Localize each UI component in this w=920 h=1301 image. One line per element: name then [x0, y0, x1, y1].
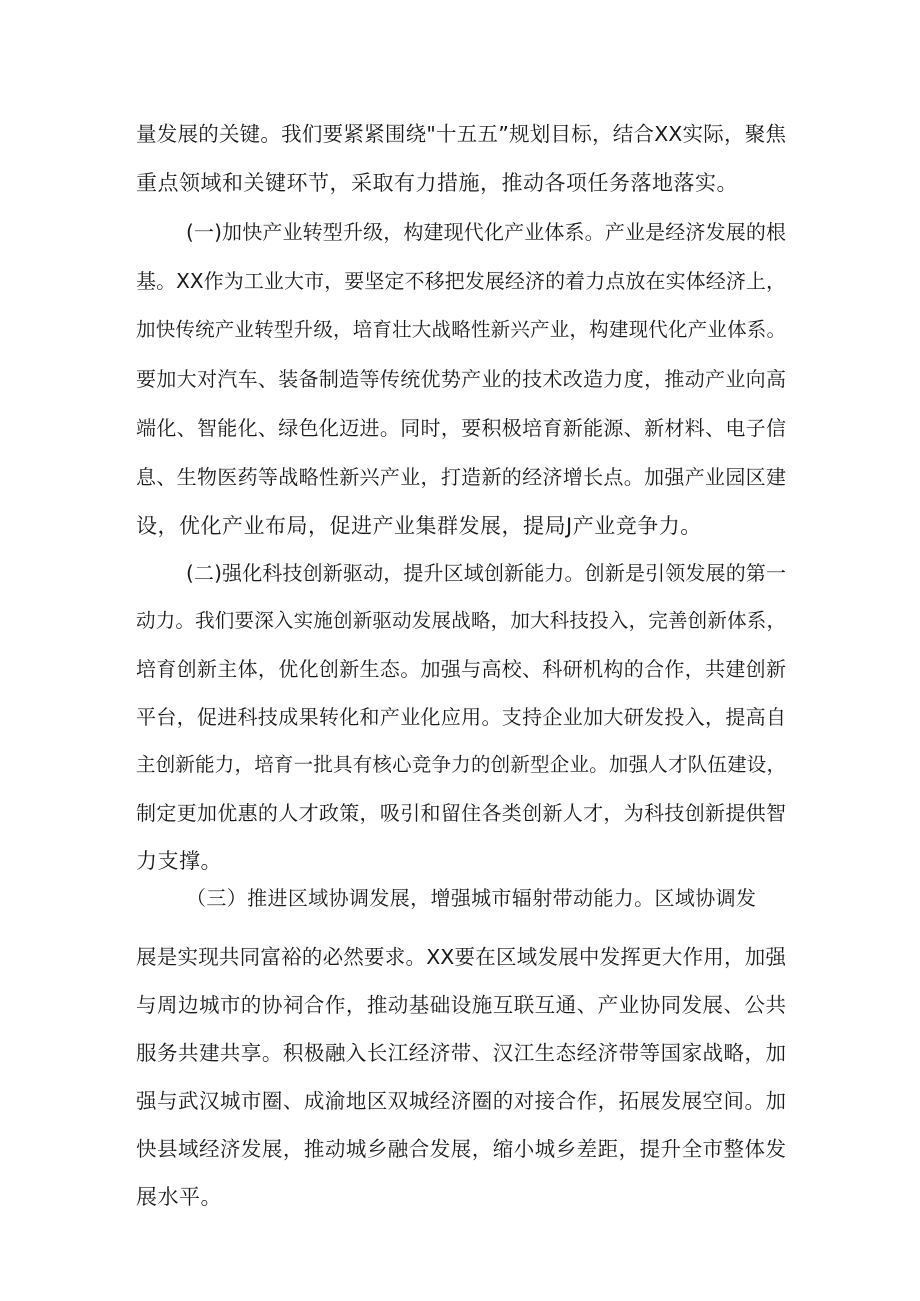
text-line: 动力。我们要深入实施创新驱动发展战略，加大科技投入，完善创新体系， — [136, 609, 786, 632]
heading-line-3: （三）推进区域协调发展，增强城市辐射带动能力。区域协调发 — [186, 886, 756, 910]
heading-line-2: (二)强化科技创新驱动，提升区域创新能力。创新是引领发展的第一 — [186, 561, 786, 585]
text-line: 要加大对汽车、装备制造等传统优势产业的技术改造力度，推动产业向高 — [136, 367, 786, 391]
text-line: 服务共建共享。积极融入长江经济带、汉江生态经济带等国家战略，加 — [136, 1041, 786, 1065]
text-line: 与周边城市的协祠合作，推动基础设施互联互通、产业协同发展、公共 — [136, 993, 786, 1017]
text-line: 息、生物医药等战略性新兴产业，打造新的经济增长点。加强产业园区建 — [136, 465, 786, 489]
text-line: 端化、智能化、绿色化迈进。同时，要积极培育新能源、新材料、电子信 — [136, 416, 786, 440]
text-line: 主创新能力，培育一批具有核心竞争力的创新型企业。加强人才队伍建设， — [136, 753, 786, 776]
text-line: 重点领域和关键环节，采取有力措施，推动各项任务落地落实。 — [136, 171, 738, 195]
text-line: 展是实现共同富裕的必然要求。XX要在区域发展中发挥更大作用，加强 — [136, 945, 786, 969]
text-line: 基。XX作为工业大市，要坚定不移把发展经济的着力点放在实体经济上， — [136, 269, 786, 293]
heading-line-1: (一)加快产业转型升级，构建现代化产业体系。产业是经济发展的根 — [186, 220, 786, 244]
text-line: 加快传统产业转型升级，培育壮大战略性新兴产业，构建现代化产业体系。 — [136, 318, 786, 341]
text-line: 展水平。 — [136, 1185, 222, 1209]
text-line: 平台，促进科技成果转化和产业化应用。支持企业加大研发投入，提高自 — [136, 705, 786, 729]
text-line: 力支撑。 — [136, 849, 222, 873]
text-line: 设，优化产业布局，促进产业集群发展，提局J产业竞争力。 — [136, 514, 702, 538]
text-line: 强与武汉城市圈、成渝地区双城经济圈的对接合作，拓展发展空间。加 — [136, 1089, 786, 1113]
text-line: 培育创新主体，优化创新生态。加强与高校、科研机构的合作，共建创新 — [136, 657, 786, 681]
text-line: 制定更加优惠的人才政策，吸引和留住各类创新人才，为科技创新提供智 — [136, 801, 786, 825]
text-line: 快县域经济发展，推动城乡融合发展，缩小城乡差距，提升全市整体发 — [136, 1137, 786, 1161]
text-line: 量发展的关键。我们要紧紧围绕"十五五”规划目标，结合XX实际，聚焦 — [136, 122, 786, 146]
